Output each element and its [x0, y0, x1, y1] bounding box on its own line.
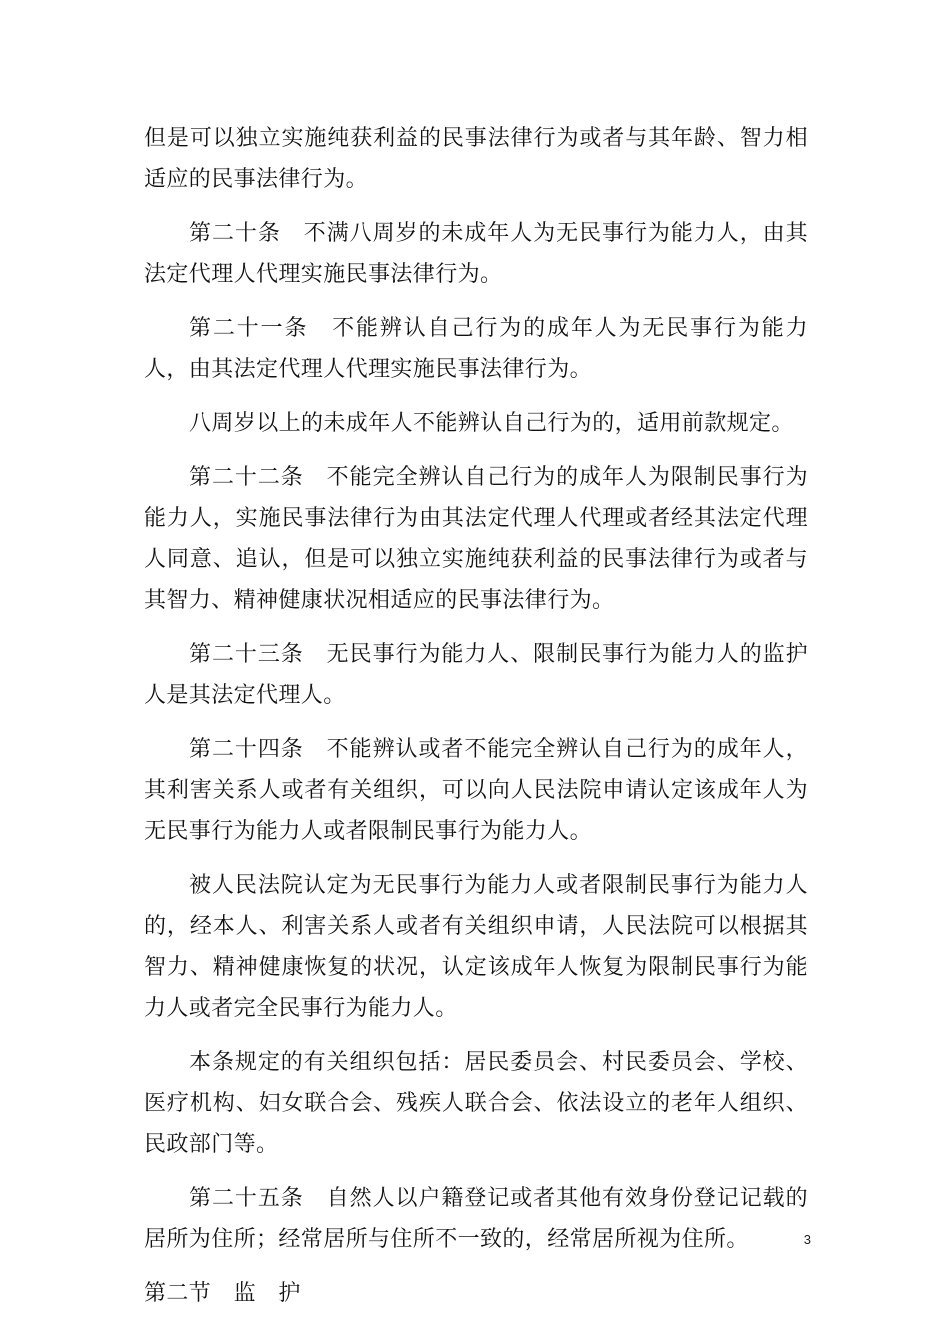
article-24-clause-3: 本条规定的有关组织包括：居民委员会、村民委员会、学校、医疗机构、妇女联合会、残疾人联合会、依法设立的老年人组织、民政部门等。: [144, 1050, 808, 1157]
article-23: 第二十三条 无民事行为能力人、限制民事行为能力人的监护人是其法定代理人。: [144, 642, 808, 708]
article-25: 第二十五条 自然人以户籍登记或者其他有效身份登记记载的居所为住所；经常居所与住所不一致的，经常居所视为住所。: [144, 1186, 808, 1252]
page-number: 3: [803, 1232, 811, 1247]
article-24: 第二十四条 不能辨认或者不能完全辨认自己行为的成年人，其利害关系人或者有关组织，可以向人民法院申请认定该成年人为无民事行为能力人或者限制民事行为能力人。: [144, 737, 808, 844]
paragraph-continuation: 但是可以独立实施纯获利益的民事法律行为或者与其年龄、智力相适应的民事法律行为。: [144, 126, 808, 192]
section-heading: 第二节 监 护: [144, 1281, 301, 1306]
article-22: 第二十二条 不能完全辨认自己行为的成年人为限制民事行为能力人，实施民事法律行为由其法定代理人代理或者经其法定代理人同意、追认，但是可以独立实施纯获利益的民事法律行为或者与其智力、精神健康状况相适应的民事法律行为。: [144, 465, 808, 613]
article-21: 第二十一条 不能辨认自己行为的成年人为无民事行为能力人，由其法定代理人代理实施民事法律行为。: [144, 316, 808, 382]
article-24-clause-2: 被人民法院认定为无民事行为能力人或者限制民事行为能力人的，经本人、利害关系人或者有关组织申请，人民法院可以根据其智力、精神健康恢复的状况，认定该成年人恢复为限制民事行为能力人或者完全民事行为能力人。: [144, 873, 808, 1021]
article-21-clause-2: 八周岁以上的未成年人不能辨认自己行为的，适用前款规定。: [189, 411, 794, 436]
article-20: 第二十条 不满八周岁的未成年人为无民事行为能力人，由其法定代理人代理实施民事法律行为。: [144, 221, 808, 287]
document-body: [144, 118, 808, 1314]
